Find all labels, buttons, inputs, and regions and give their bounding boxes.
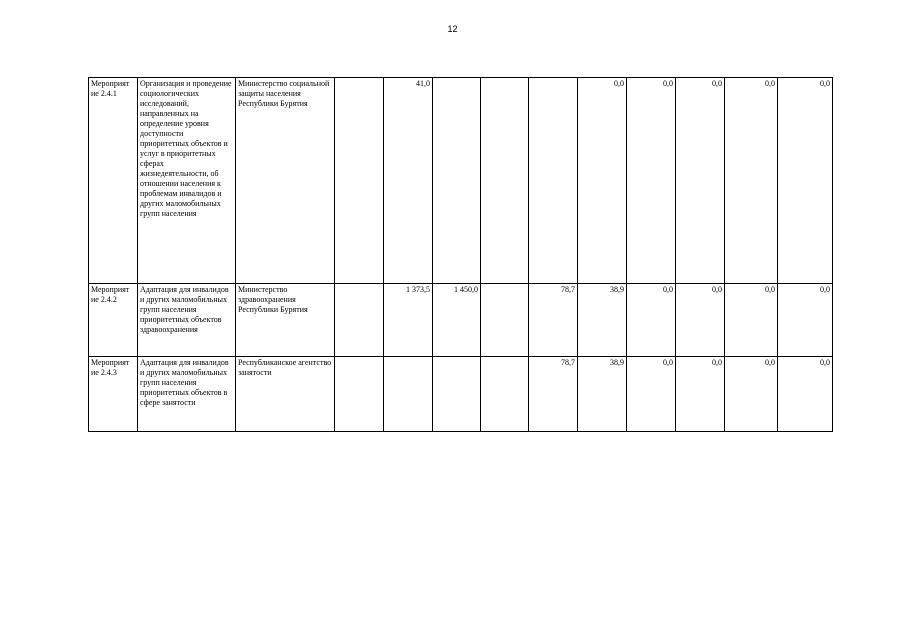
value-cell [481,78,529,284]
activity-code: Мероприят ие 2.4.3 [89,357,138,432]
value-cell: 0,0 [725,284,778,357]
value-cell: 38,9 [578,357,627,432]
value-cell: 0,0 [676,357,725,432]
table-row [89,357,833,432]
value-cell: 0,0 [725,357,778,432]
page-number: 12 [447,24,458,34]
value-cell: 0,0 [778,284,833,357]
value-cell: 0,0 [676,284,725,357]
value-cell: 0,0 [578,78,627,284]
value-cell [433,78,481,284]
value-cell [335,284,384,357]
value-cell: 78,7 [529,284,578,357]
value-cell [335,357,384,432]
activity-code: Мероприят ие 2.4.2 [89,284,138,357]
value-cell: 0,0 [627,284,676,357]
value-cell: 0,0 [627,357,676,432]
value-cell [529,78,578,284]
activities-table [88,77,833,432]
table-row [89,284,833,357]
value-cell [481,284,529,357]
activity-executor: Министерство социальной защиты населения Республики Бурятия [236,78,335,284]
activity-code: Мероприят ие 2.4.1 [89,78,138,284]
value-cell [335,78,384,284]
value-cell: 1 373,5 [384,284,433,357]
value-cell: 0,0 [725,78,778,284]
value-cell [433,357,481,432]
value-cell: 0,0 [676,78,725,284]
value-cell: 0,0 [778,357,833,432]
activity-name: Адаптация для инвалидов и других маломобильных групп населения приоритетных объектов в сфере занятости [138,357,236,432]
value-cell: 0,0 [627,78,676,284]
activity-executor: Министерство здравоохранения Республики Бурятия [236,284,335,357]
table-row [89,78,833,284]
activity-name: Адаптация для инвалидов и других маломобильных групп населения приоритетных объектов здравоохранения [138,284,236,357]
value-cell [481,357,529,432]
value-cell: 1 450,0 [433,284,481,357]
value-cell: 41,0 [384,78,433,284]
value-cell: 38,9 [578,284,627,357]
activity-executor: Республиканское агентство занятости [236,357,335,432]
value-cell: 0,0 [778,78,833,284]
value-cell: 78,7 [529,357,578,432]
activity-name: Организация и проведение социологических исследований, направленных на определение уровня доступности приоритетных объектов и услуг в приоритетных сферах жизнедеятельности, об отношении населения к проблемам инвалидов и других маломобильных групп населения [138,78,236,284]
value-cell [384,357,433,432]
